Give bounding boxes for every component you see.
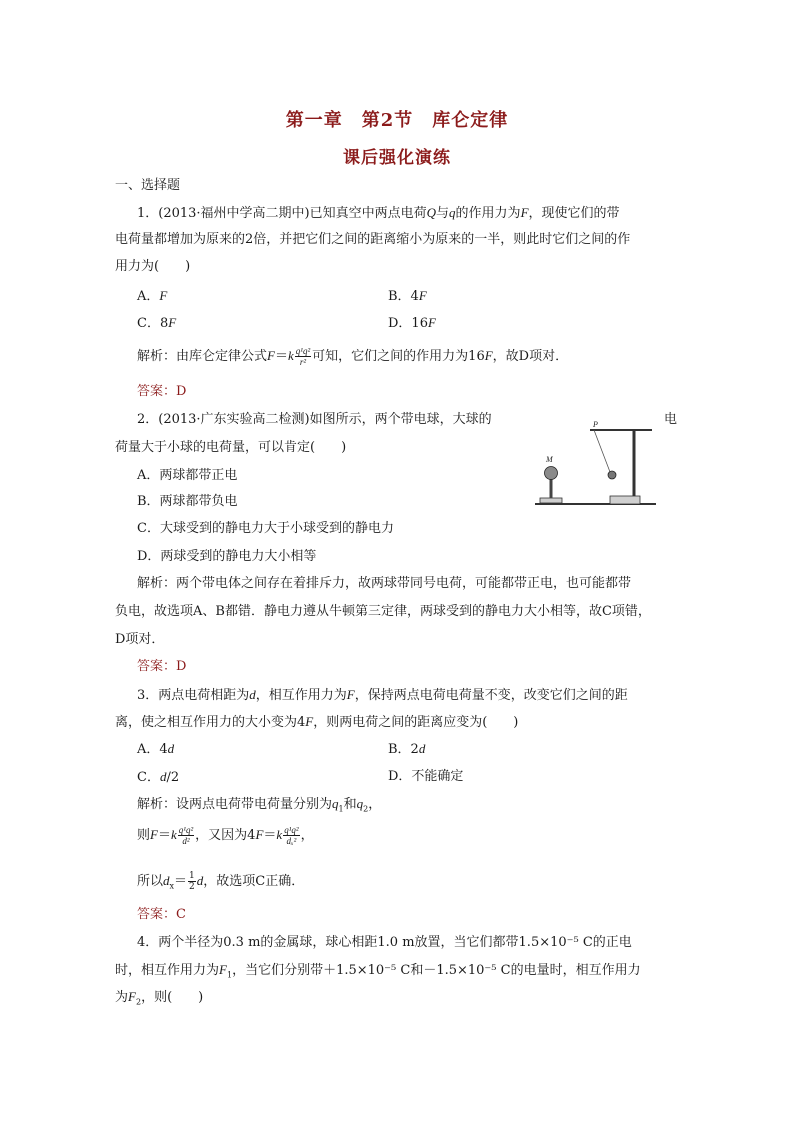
figure-thread xyxy=(594,430,610,472)
q1-option-a: A．F xyxy=(137,288,168,304)
q3-option-c: C．d/2 xyxy=(137,769,180,785)
q1-option-b: B．4F xyxy=(388,288,427,304)
section-heading: 一、选择题 xyxy=(115,178,181,193)
page-subtitle: 课后强化演练 xyxy=(343,148,451,168)
q2-answer: 答案：D xyxy=(137,659,187,674)
electroscope-figure xyxy=(530,418,660,510)
q3-analysis-line3: 所以$d_x=$ $\frac{1}{2}$ d，故选项C正确． xyxy=(137,871,305,892)
q2-option-a: A．两球都带正电 xyxy=(137,468,238,483)
figure-right-base xyxy=(610,496,640,504)
q4-line1: 4．两个半径为0.3 m的金属球，球心相距1.0 m放置，当它们都带1.5×10⁻⁵ C的正电 xyxy=(137,935,632,950)
q2-analysis-line2: 负电，故选项A、B都错．静电力遵从牛顿第三定律，两球受到的静电力大小相等，故C项错， xyxy=(115,604,651,619)
q1-line3: 用力为( ) xyxy=(115,259,191,274)
q2-line1: 2．(2013·广东实验高二检测)如图所示，两个带电球，大球的 xyxy=(137,412,492,427)
q1-option-c: C．8F xyxy=(137,315,177,331)
q2-option-d: D．两球受到的静电力大小相等 xyxy=(137,549,317,564)
q1-line1: 1．(2013·福州中学高二期中)已知真空中两点电荷Q与q的作用力为F，现使它们的带 xyxy=(137,205,620,221)
q2-option-c: C．大球受到的静电力大于小球受到的静电力 xyxy=(137,521,394,536)
q2-option-b: B．两球都带负电 xyxy=(137,494,238,509)
q1-answer: 答案：D xyxy=(137,384,187,399)
q3-answer: 答案：C xyxy=(137,907,186,922)
q3-line1: 3．两点电荷相距为d，相互作用力为F，保持两点电荷电荷量不变，改变它们之间的距 xyxy=(137,687,628,703)
q3-half-fraction: $\frac{1}{2}$ xyxy=(189,871,195,892)
q3-option-b: B．2d xyxy=(388,741,426,757)
q3-line2: 离，使之相互作用力的大小变为4F，则两电荷之间的距离应变为( ) xyxy=(115,714,519,730)
q3-analysis-line2: 则F＝k $\frac{\text{q¹q²}}{\text{d²}}$ ，又因为4F＝k $\frac{\text{q¹q²}}{\text{dₓ²}}$ ， xyxy=(137,825,314,846)
figure-big-ball xyxy=(545,467,558,480)
q1-analysis: 解析：由库仑定律公式F＝k $\frac{\text{q¹q²}}{\text{r²}}$ 可知，它们之间的作用力为16F，故D项对． xyxy=(137,346,569,367)
page-title: 第一章 第2节 库仑定律 xyxy=(285,110,509,131)
figure-label-p: P xyxy=(593,420,598,429)
q3-fraction-2: $\frac{\text{q¹q²}}{\text{dₓ²}}$ xyxy=(284,825,299,846)
q4-line2: 时，相互作用力为$F_1$，当它们分别带＋1.5×10⁻⁵ C和－1.5×10⁻⁵ C的电量时，相互作用力 xyxy=(115,962,641,980)
q2-analysis-line1: 解析：两个带电体之间存在着排斥力，故两球带同号电荷，可能都带正电，也可能都带 xyxy=(137,576,632,591)
q1-line2: 电荷量都增加为原来的2倍，并把它们之间的距离缩小为原来的一半，则此时它们之间的作 xyxy=(115,232,631,247)
q1-option-d: D．16F xyxy=(388,315,436,331)
q4-line3: 为$F_2$，则( ) xyxy=(115,989,204,1007)
q3-option-a: A．4d xyxy=(137,741,175,757)
q3-fraction-1: $\frac{\text{q¹q²}}{\text{d²}}$ xyxy=(178,825,194,846)
figure-left-base xyxy=(540,498,562,503)
figure-label-m: M xyxy=(546,455,553,464)
q2-line2: 荷量大于小球的电荷量，可以肯定( ) xyxy=(115,440,347,455)
q2-analysis-line3: D项对． xyxy=(115,632,165,647)
q3-option-d: D．不能确定 xyxy=(388,769,464,784)
q3-analysis-line1: 解析：设两点电荷带电荷量分别为$q_1$和$q_2$， xyxy=(137,796,382,814)
q1-coulomb-fraction: $\frac{\text{q¹q²}}{\text{r²}}$ xyxy=(295,346,311,367)
q2-line1-end: 电 xyxy=(664,412,678,427)
figure-small-ball xyxy=(608,471,616,479)
